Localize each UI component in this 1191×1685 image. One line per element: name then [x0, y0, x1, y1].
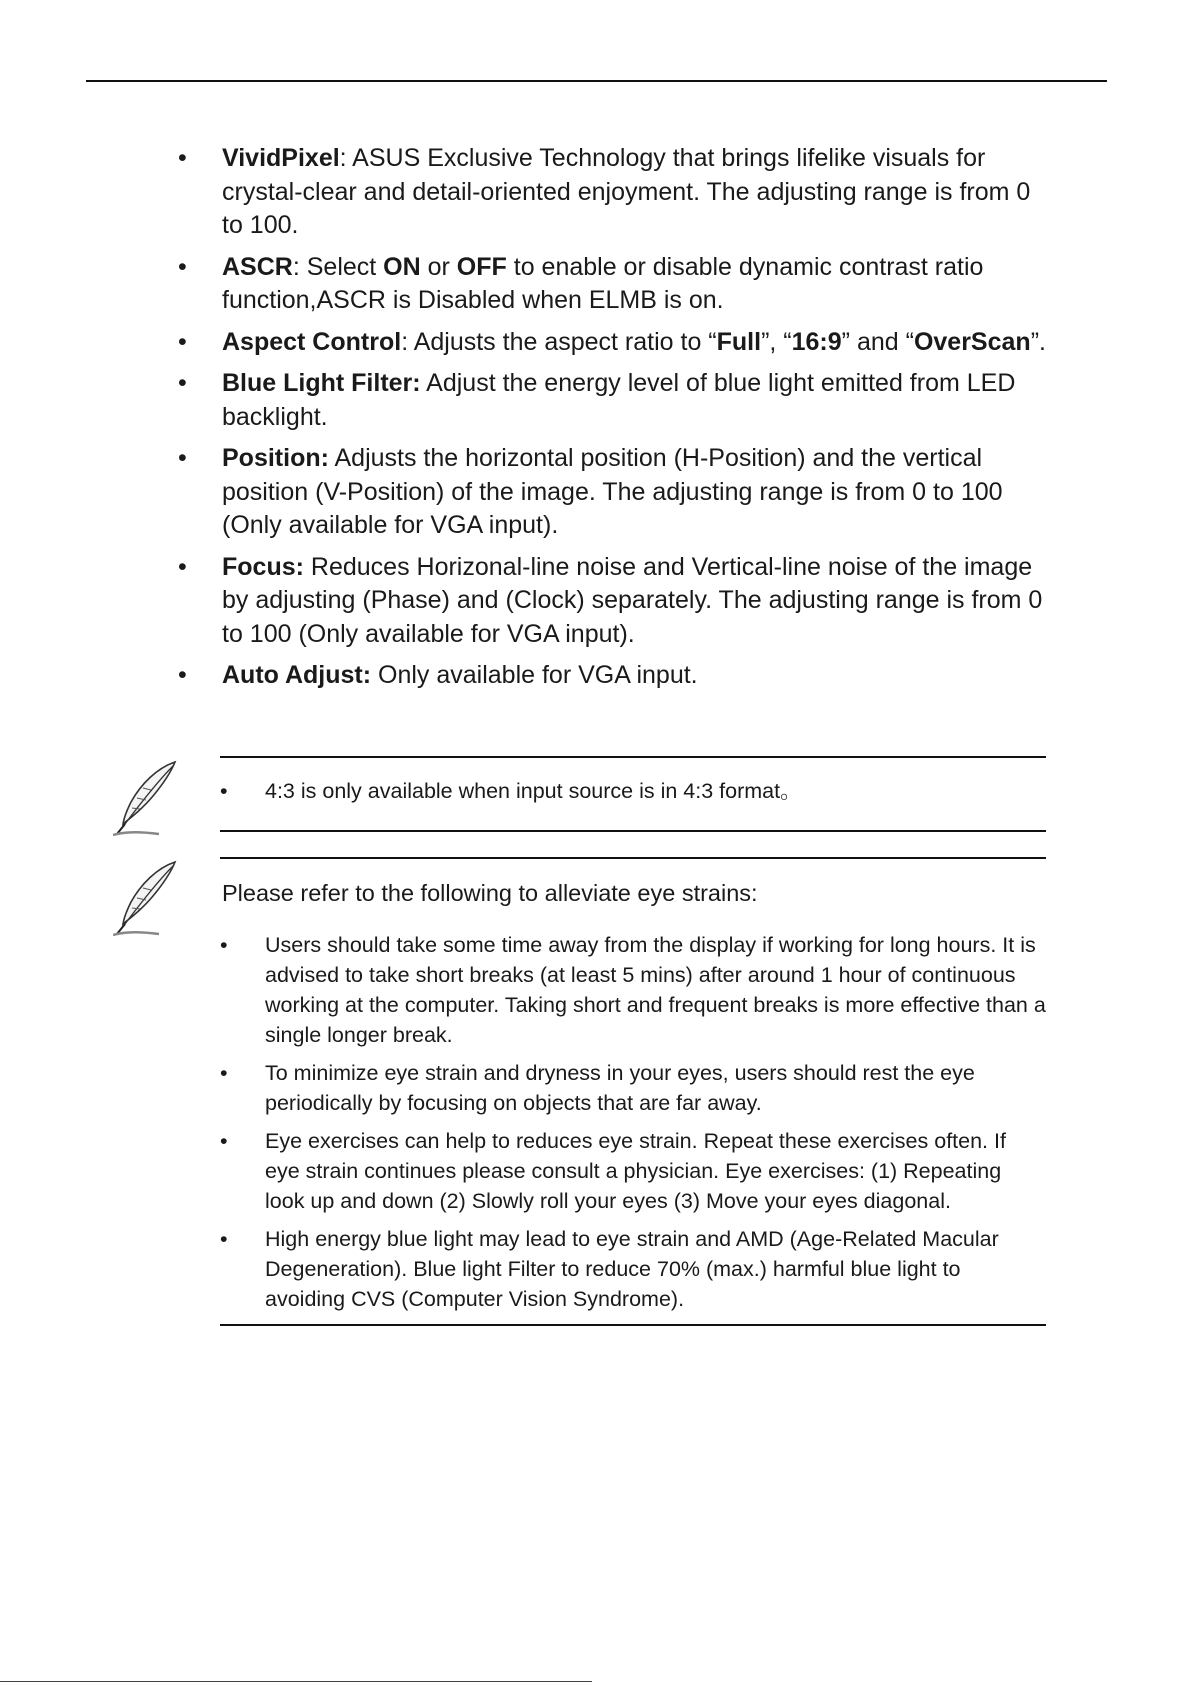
note-item [220, 930, 1046, 1050]
feature-vividpixel [175, 142, 1055, 243]
bullet: • [220, 779, 228, 803]
note-intro: Please refer to the following to alleviate eye strains: [222, 880, 758, 906]
feature-text: : Adjusts the aspect ratio to “ [401, 327, 717, 356]
bullet: • [178, 252, 187, 281]
note-box-aspect [220, 756, 1046, 832]
bullet: • [178, 444, 187, 472]
bullet: • [220, 933, 228, 957]
option-full: Full [716, 327, 762, 356]
feature-term: VividPixel [222, 144, 340, 172]
feature-text: ” and “ [841, 327, 914, 356]
option-16-9: 16:9 [791, 327, 842, 356]
feature-ascr [175, 251, 1055, 318]
note-text: 4:3 is only available when input source is in 4:3 format。 [265, 779, 802, 803]
feature-text: or [420, 252, 457, 281]
feature-term: ASCR [222, 252, 293, 281]
feature-term: Auto Adjust: [222, 661, 372, 689]
bullet: • [220, 1129, 228, 1153]
note-text: To minimize eye strain and dryness in your eyes, users should rest the eye periodically by focusing on objects that are far away. [265, 1061, 975, 1115]
bullet: • [178, 369, 187, 397]
feature-text: : Select [292, 252, 384, 281]
header-rule [86, 80, 1107, 82]
feature-text: ”. [1030, 327, 1046, 356]
feature-text: Reduces Horizonal-line noise and Vertical-line noise of the image by adjusting (Phase) and (Clock) separately. The adjusting range is from 0 to 100 (Only available for VGA input). [222, 552, 1043, 648]
note-text: Eye exercises can help to reduces eye strain. Repeat these exercises often. If eye strain continues please consult a physician. Eye exercises: (1) Repeating look up and down (2) Slowly roll your eyes (3) Move your eyes diagonal. [265, 1129, 1006, 1213]
feature-text: Adjusts the horizontal position (H-Position) and the vertical position (V-Position) of the image. The adjusting range is from 0 to 100 (Only available for VGA input). [222, 444, 1003, 539]
feature-list [175, 142, 1055, 701]
bullet: • [178, 661, 187, 689]
feature-term: Aspect Control [222, 327, 402, 356]
feature-text: to enable or disable dynamic contrast ratio function,ASCR is Disabled when ELMB is on. [222, 252, 984, 314]
feature-auto-adjust [175, 659, 1055, 693]
note-item [220, 1058, 1046, 1118]
note-item [220, 1126, 1046, 1216]
feature-position [175, 442, 1055, 543]
feature-text: Adjust the energy level of blue light emitted from LED backlight. [222, 369, 1016, 431]
feather-pen-icon [113, 758, 181, 836]
feature-term: Focus: [222, 552, 304, 581]
bullet: • [178, 327, 187, 356]
feature-text: ”, “ [761, 327, 792, 356]
note-list [220, 776, 1046, 814]
feature-term: Position: [222, 444, 329, 472]
feature-focus [175, 551, 1055, 652]
note-item [220, 776, 1046, 806]
note-list [220, 930, 1046, 1322]
feature-aspect-control [175, 326, 1055, 360]
feature-blue-light-filter [175, 367, 1055, 434]
note-text: High energy blue light may lead to eye strain and AMD (Age-Related Macular Degeneration). Blue light Filter to reduce 70% (max.) harmful blue light to avoiding CVS (Computer Vision Syndrome). [265, 1227, 999, 1311]
option-overscan: OverScan [913, 327, 1031, 356]
feather-pen-icon [113, 858, 181, 936]
note-box-eye-strain [220, 857, 1046, 1326]
feature-text: : ASUS Exclusive Technology that brings lifelike visuals for crystal-clear and detail-oriented enjoyment. The adjusting range is from 0 to 100. [222, 144, 1031, 239]
bullet: • [178, 552, 187, 581]
feature-text: Only available for VGA input. [371, 661, 698, 689]
footer-rule [0, 1681, 592, 1682]
feature-term: Blue Light Filter: [222, 369, 421, 397]
option-on: ON [383, 252, 421, 281]
note-text: Users should take some time away from the display if working for long hours. It is advised to take short breaks (at least 5 mins) after around 1 hour of continuous working at the computer. Taking short and frequent breaks is more effective than a single longer break. [265, 933, 1046, 1047]
option-off: OFF [456, 252, 507, 281]
bullet: • [220, 1061, 228, 1085]
note-item [220, 1224, 1046, 1314]
bullet: • [220, 1227, 228, 1251]
bullet: • [178, 144, 187, 172]
